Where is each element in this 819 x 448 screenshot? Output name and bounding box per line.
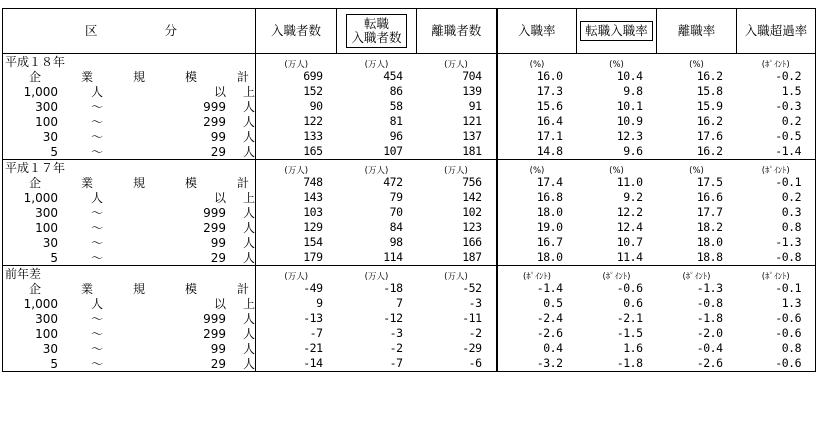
row-label-part: ～ bbox=[90, 205, 103, 220]
row-label-part: 人 bbox=[242, 250, 255, 265]
table-cell: 1.3 bbox=[737, 296, 816, 311]
unit-label: (%) bbox=[577, 160, 657, 176]
row-label-part: 上 bbox=[242, 84, 255, 99]
table-cell: 14.8 bbox=[536, 144, 563, 158]
table-cell: -1.3 bbox=[737, 235, 816, 250]
header-col-5 bbox=[657, 9, 737, 54]
row-label-part: 29 bbox=[210, 250, 226, 265]
unit-label: (%) bbox=[497, 54, 577, 70]
table-cell: 0.4 bbox=[543, 341, 563, 355]
row-label-part: 30 bbox=[42, 341, 58, 356]
table-cell: -3 bbox=[417, 296, 497, 311]
table-cell: 17.1 bbox=[536, 129, 563, 143]
table-cell: 0.3 bbox=[737, 205, 816, 220]
table-cell: 70 bbox=[389, 205, 403, 219]
table-cell: -0.5 bbox=[737, 129, 816, 144]
row-label-part: ～ bbox=[90, 356, 103, 371]
table-row bbox=[3, 281, 816, 296]
table-cell: -0.3 bbox=[737, 99, 816, 114]
table-cell: -1.4 bbox=[737, 144, 816, 160]
table-header-row bbox=[3, 9, 816, 54]
table-cell: 15.8 bbox=[696, 84, 723, 98]
table-row bbox=[3, 341, 816, 356]
group-label: 平成１８年 bbox=[3, 54, 256, 70]
table-cell: -2 bbox=[389, 341, 403, 355]
table-cell: 10.1 bbox=[616, 99, 643, 113]
row-label-part: 業 bbox=[80, 175, 93, 190]
row-label bbox=[3, 296, 256, 311]
row-label-part: 人 bbox=[242, 129, 255, 144]
table-cell: 18.2 bbox=[696, 220, 723, 234]
table-row bbox=[3, 235, 816, 250]
table-cell: 9.2 bbox=[623, 190, 643, 204]
row-label bbox=[3, 84, 256, 99]
row-label-part: 5 bbox=[50, 356, 58, 371]
unit-label: (万人) bbox=[337, 160, 417, 176]
table-cell: 154 bbox=[303, 235, 323, 249]
table-cell: -0.8 bbox=[737, 250, 816, 266]
table-cell: 472 bbox=[383, 175, 403, 189]
table-cell: 17.3 bbox=[536, 84, 563, 98]
table-row bbox=[3, 84, 816, 99]
table-cell: 16.2 bbox=[696, 114, 723, 128]
table-cell: 454 bbox=[383, 69, 403, 83]
row-label-part: 模 bbox=[184, 175, 197, 190]
table-cell: 7 bbox=[396, 296, 403, 310]
table-cell: 17.7 bbox=[696, 205, 723, 219]
table-row bbox=[3, 144, 816, 160]
unit-label: (ﾎﾟｲﾝﾄ) bbox=[737, 160, 816, 176]
row-label bbox=[3, 69, 256, 84]
unit-label: (ﾎﾟｲﾝﾄ) bbox=[737, 54, 816, 70]
table-cell: 18.0 bbox=[536, 205, 563, 219]
table-cell: -0.6 bbox=[737, 356, 816, 372]
row-label bbox=[3, 175, 256, 190]
table-cell: 12.3 bbox=[616, 129, 643, 143]
table-cell: -2 bbox=[417, 326, 497, 341]
table-cell: 10.9 bbox=[616, 114, 643, 128]
header-col-6 bbox=[737, 9, 816, 54]
table-cell: 91 bbox=[417, 99, 497, 114]
unit-label: (万人) bbox=[256, 54, 337, 70]
row-label-part: 300 bbox=[35, 99, 58, 114]
row-label-part: 企 bbox=[29, 175, 42, 190]
row-label-part: 人 bbox=[242, 99, 255, 114]
table-cell: -11 bbox=[417, 311, 497, 326]
row-label-part: 5 bbox=[50, 144, 58, 159]
table-cell: 98 bbox=[389, 235, 403, 249]
table-cell: 17.4 bbox=[536, 175, 563, 189]
table-cell: 17.6 bbox=[696, 129, 723, 143]
row-label-part: 100 bbox=[35, 220, 58, 235]
table-body bbox=[3, 54, 816, 372]
unit-label: (%) bbox=[497, 160, 577, 176]
table-cell: 96 bbox=[389, 129, 403, 143]
header-label-5: 離職率 bbox=[677, 22, 716, 38]
row-label-part: 人 bbox=[242, 114, 255, 129]
table-cell: -18 bbox=[383, 281, 403, 295]
table-row bbox=[3, 175, 816, 190]
row-label-part: 業 bbox=[80, 69, 93, 84]
row-label-part: 規 bbox=[132, 281, 145, 296]
table-cell: -2.4 bbox=[536, 311, 563, 325]
table-cell: 12.4 bbox=[616, 220, 643, 234]
table-cell: -0.8 bbox=[696, 296, 723, 310]
row-label bbox=[3, 114, 256, 129]
row-label-part: 300 bbox=[35, 205, 58, 220]
row-label-part: 計 bbox=[236, 69, 249, 84]
row-label-part: 以 bbox=[213, 296, 226, 311]
group-label: 前年差 bbox=[3, 266, 256, 282]
row-label-part: 上 bbox=[242, 296, 255, 311]
unit-label: (ﾎﾟｲﾝﾄ) bbox=[577, 266, 657, 282]
table-row bbox=[3, 129, 816, 144]
table-cell: -13 bbox=[303, 311, 323, 325]
labor-turnover-table bbox=[2, 8, 816, 372]
unit-label: (万人) bbox=[256, 160, 337, 176]
table-cell: 102 bbox=[417, 205, 497, 220]
table-cell: 11.4 bbox=[616, 250, 643, 264]
table-cell: 181 bbox=[417, 144, 497, 160]
table-cell: 756 bbox=[417, 175, 497, 190]
row-label-part: ～ bbox=[90, 341, 103, 356]
row-label-part: ～ bbox=[90, 250, 103, 265]
unit-label: (%) bbox=[657, 54, 737, 70]
table-cell: -1.8 bbox=[696, 311, 723, 325]
row-label-part: 規 bbox=[132, 69, 145, 84]
row-label-part: 100 bbox=[35, 114, 58, 129]
table-cell: 0.2 bbox=[737, 114, 816, 129]
row-label bbox=[3, 144, 256, 160]
table-cell: 81 bbox=[389, 114, 403, 128]
table-cell: 18.0 bbox=[696, 235, 723, 249]
table-cell: 16.7 bbox=[536, 235, 563, 249]
row-label-part: 29 bbox=[210, 356, 226, 371]
table-cell: -6 bbox=[417, 356, 497, 372]
unit-label: (ﾎﾟｲﾝﾄ) bbox=[657, 266, 737, 282]
table-row bbox=[3, 326, 816, 341]
table-cell: -7 bbox=[309, 326, 323, 340]
table-cell: -1.4 bbox=[536, 281, 563, 295]
table-cell: -7 bbox=[337, 356, 417, 372]
row-label-part: 企 bbox=[29, 69, 42, 84]
row-label-part: 999 bbox=[203, 99, 226, 114]
row-label-part: 30 bbox=[42, 129, 58, 144]
row-label bbox=[3, 281, 256, 296]
table-cell: 17.5 bbox=[696, 175, 723, 189]
table-cell: 16.6 bbox=[696, 190, 723, 204]
table-cell: 18.8 bbox=[696, 250, 723, 264]
table-cell: 1.5 bbox=[737, 84, 816, 99]
table-row bbox=[3, 220, 816, 235]
table-cell: -0.4 bbox=[696, 341, 723, 355]
table-cell: -3 bbox=[389, 326, 403, 340]
row-label-part: 29 bbox=[210, 144, 226, 159]
row-label-part: 999 bbox=[203, 311, 226, 326]
row-label bbox=[3, 205, 256, 220]
row-label-part: 1,000 bbox=[23, 296, 58, 311]
table-cell: -3.2 bbox=[497, 356, 577, 372]
table-cell: -2.6 bbox=[657, 356, 737, 372]
table-cell: -1.3 bbox=[696, 281, 723, 295]
table-cell: 0.2 bbox=[737, 190, 816, 205]
table-cell: 16.4 bbox=[536, 114, 563, 128]
row-label-part: 人 bbox=[242, 235, 255, 250]
table-row bbox=[3, 296, 816, 311]
row-label-part: 1,000 bbox=[23, 190, 58, 205]
header-kubun-char-2: 分 bbox=[164, 22, 177, 38]
row-label-part: 人 bbox=[242, 326, 255, 341]
table-cell: 0.5 bbox=[543, 296, 563, 310]
unit-label: (万人) bbox=[337, 266, 417, 282]
row-label-part: 5 bbox=[50, 250, 58, 265]
table-cell: -0.6 bbox=[737, 311, 816, 326]
row-label-part: 30 bbox=[42, 235, 58, 250]
row-label-part: 人 bbox=[90, 296, 103, 311]
row-label bbox=[3, 99, 256, 114]
table-cell: 16.2 bbox=[696, 144, 723, 158]
table-cell: -49 bbox=[303, 281, 323, 295]
table-cell: -1.8 bbox=[577, 356, 657, 372]
row-label-part: 299 bbox=[203, 220, 226, 235]
row-label-part: 計 bbox=[236, 281, 249, 296]
row-label bbox=[3, 129, 256, 144]
table-cell: 9.6 bbox=[623, 144, 643, 158]
header-label-0: 入職者数 bbox=[270, 22, 321, 38]
table-cell: 16.8 bbox=[536, 190, 563, 204]
row-label-part: 人 bbox=[242, 356, 255, 371]
table-row bbox=[3, 99, 816, 114]
table-cell: 166 bbox=[417, 235, 497, 250]
table-cell: 10.7 bbox=[616, 235, 643, 249]
row-label-part: ～ bbox=[90, 99, 103, 114]
table-cell: 121 bbox=[417, 114, 497, 129]
table-cell: 1.6 bbox=[623, 341, 643, 355]
group-header-row bbox=[3, 54, 816, 70]
row-label bbox=[3, 250, 256, 266]
table-cell: 10.4 bbox=[616, 69, 643, 83]
row-label-part: 人 bbox=[90, 84, 103, 99]
table-cell: -14 bbox=[256, 356, 337, 372]
table-cell: 748 bbox=[303, 175, 323, 189]
row-label-part: 計 bbox=[236, 175, 249, 190]
header-col-1 bbox=[337, 9, 417, 54]
table-cell: 699 bbox=[303, 69, 323, 83]
row-label-part: 99 bbox=[210, 235, 226, 250]
unit-label: (万人) bbox=[417, 266, 497, 282]
group-label: 平成１７年 bbox=[3, 160, 256, 176]
table-cell: -0.6 bbox=[616, 281, 643, 295]
table-cell: -0.1 bbox=[737, 281, 816, 296]
row-label bbox=[3, 235, 256, 250]
table-row bbox=[3, 114, 816, 129]
unit-label: (万人) bbox=[337, 54, 417, 70]
row-label-part: ～ bbox=[90, 144, 103, 159]
header-label-3: 入職率 bbox=[517, 22, 556, 38]
table-cell: 142 bbox=[417, 190, 497, 205]
unit-label: (%) bbox=[577, 54, 657, 70]
table-row bbox=[3, 356, 816, 372]
group-header-row bbox=[3, 160, 816, 176]
table-row bbox=[3, 69, 816, 84]
table-cell: 79 bbox=[389, 190, 403, 204]
row-label-part: 模 bbox=[184, 281, 197, 296]
header-label-4: 転職入職率 bbox=[580, 21, 653, 41]
table-cell: 165 bbox=[303, 144, 323, 158]
table-cell: 107 bbox=[383, 144, 403, 158]
unit-label: (ﾎﾟｲﾝﾄ) bbox=[497, 266, 577, 282]
header-kubun-char-1: 区 bbox=[85, 22, 98, 38]
table-cell: 187 bbox=[417, 250, 497, 266]
row-label-part: 人 bbox=[242, 220, 255, 235]
row-label-part: 人 bbox=[242, 205, 255, 220]
table-cell: 12.2 bbox=[616, 205, 643, 219]
unit-label: (ﾎﾟｲﾝﾄ) bbox=[737, 266, 816, 282]
table-cell: 0.8 bbox=[737, 341, 816, 356]
row-label-part: 299 bbox=[203, 114, 226, 129]
table-cell: 9 bbox=[316, 296, 323, 310]
table-cell: 133 bbox=[303, 129, 323, 143]
table-cell: 16.0 bbox=[536, 69, 563, 83]
header-label-2: 離職者数 bbox=[431, 22, 482, 38]
table-cell: -2.0 bbox=[696, 326, 723, 340]
header-col-3 bbox=[497, 9, 577, 54]
row-label-part: 999 bbox=[203, 205, 226, 220]
row-label-part: ～ bbox=[90, 311, 103, 326]
row-label bbox=[3, 220, 256, 235]
group-header-row bbox=[3, 266, 816, 282]
row-label-part: 1,000 bbox=[23, 84, 58, 99]
table-cell: 139 bbox=[417, 84, 497, 99]
row-label bbox=[3, 326, 256, 341]
row-label-part: 上 bbox=[242, 190, 255, 205]
row-label-part: 規 bbox=[132, 175, 145, 190]
row-label-part: 以 bbox=[213, 190, 226, 205]
table-cell: 19.0 bbox=[536, 220, 563, 234]
row-label-part: 人 bbox=[242, 144, 255, 159]
row-label-part: 業 bbox=[80, 281, 93, 296]
row-label-part: ～ bbox=[90, 114, 103, 129]
table-cell: 18.0 bbox=[536, 250, 563, 264]
row-label-part: 模 bbox=[184, 69, 197, 84]
table-cell: 15.9 bbox=[696, 99, 723, 113]
row-label bbox=[3, 190, 256, 205]
table-cell: 123 bbox=[417, 220, 497, 235]
header-col-4 bbox=[577, 9, 657, 54]
table-cell: -0.2 bbox=[737, 69, 816, 84]
table-cell: 84 bbox=[389, 220, 403, 234]
table-cell: -1.5 bbox=[616, 326, 643, 340]
table-row bbox=[3, 311, 816, 326]
header-label-1: 転職 入職者数 bbox=[346, 14, 406, 49]
table-cell: 90 bbox=[309, 99, 323, 113]
row-label-part: ～ bbox=[90, 129, 103, 144]
header-label-6: 入職超過率 bbox=[744, 22, 808, 38]
row-label bbox=[3, 356, 256, 372]
table-cell: 152 bbox=[303, 84, 323, 98]
table-cell: 0.6 bbox=[623, 296, 643, 310]
table-cell: 129 bbox=[303, 220, 323, 234]
row-label-part: 300 bbox=[35, 311, 58, 326]
table-cell: -0.1 bbox=[737, 175, 816, 190]
row-label-part: 100 bbox=[35, 326, 58, 341]
table-cell: 11.0 bbox=[616, 175, 643, 189]
table-cell: 0.8 bbox=[737, 220, 816, 235]
row-label-part: ～ bbox=[90, 326, 103, 341]
table-cell: 137 bbox=[417, 129, 497, 144]
row-label-part: 99 bbox=[210, 129, 226, 144]
header-col-0 bbox=[256, 9, 337, 54]
row-label-part: 企 bbox=[29, 281, 42, 296]
table-cell: 704 bbox=[417, 69, 497, 84]
unit-label: (万人) bbox=[417, 54, 497, 70]
table-row bbox=[3, 190, 816, 205]
table-cell: -2.6 bbox=[536, 326, 563, 340]
row-label-part: 99 bbox=[210, 341, 226, 356]
unit-label: (%) bbox=[657, 160, 737, 176]
table-row bbox=[3, 205, 816, 220]
table-cell: 86 bbox=[389, 84, 403, 98]
table-cell: 58 bbox=[389, 99, 403, 113]
table-cell: -21 bbox=[303, 341, 323, 355]
unit-label: (万人) bbox=[256, 266, 337, 282]
table-cell: -52 bbox=[417, 281, 497, 296]
table-cell: 103 bbox=[303, 205, 323, 219]
row-label-part: 299 bbox=[203, 326, 226, 341]
table-cell: -0.6 bbox=[737, 326, 816, 341]
table-cell: 114 bbox=[383, 250, 403, 264]
row-label-part: 人 bbox=[242, 341, 255, 356]
table-cell: 9.8 bbox=[623, 84, 643, 98]
table-cell: 122 bbox=[303, 114, 323, 128]
row-label-part: 人 bbox=[242, 311, 255, 326]
table-row bbox=[3, 250, 816, 266]
header-col-2 bbox=[417, 9, 497, 54]
row-label-part: ～ bbox=[90, 220, 103, 235]
table-cell: -29 bbox=[417, 341, 497, 356]
table-cell: -2.1 bbox=[616, 311, 643, 325]
row-label bbox=[3, 311, 256, 326]
row-label-part: 人 bbox=[90, 190, 103, 205]
row-label-part: ～ bbox=[90, 235, 103, 250]
row-label bbox=[3, 341, 256, 356]
header-kubun bbox=[3, 9, 256, 54]
table-cell: 143 bbox=[303, 190, 323, 204]
table-cell: 179 bbox=[303, 250, 323, 264]
table-cell: 16.2 bbox=[696, 69, 723, 83]
unit-label: (万人) bbox=[417, 160, 497, 176]
row-label-part: 以 bbox=[213, 84, 226, 99]
table-cell: 15.6 bbox=[536, 99, 563, 113]
table-cell: -12 bbox=[383, 311, 403, 325]
